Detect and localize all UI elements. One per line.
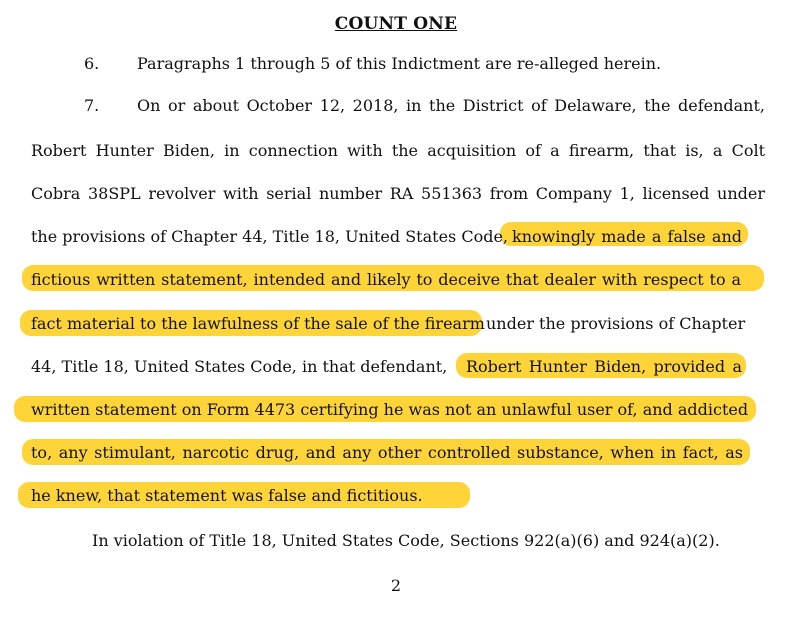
highlighted-text: written statement on Form 4473 certifying he was not an unlawful user of, and addicted (31, 400, 749, 419)
paragraph-7-line: On or about October 12, 2018, in the District of Delaware, the defendant, (137, 96, 765, 115)
paragraph-6-number: 6. (84, 54, 100, 73)
highlighted-text: fact material to the lawfulness of the sale of the firearm (31, 314, 485, 333)
paragraph-7-line: under the provisions of Chapter (486, 314, 746, 333)
paragraph-7-line: Cobra 38SPL revolver with serial number RA 551363 from Company 1, licensed under (31, 184, 765, 203)
highlighted-text: he knew, that statement was false and fictitious. (31, 486, 423, 505)
highlighted-text: Robert Hunter Biden, provided a (466, 357, 742, 376)
page-number: 2 (390, 576, 402, 595)
paragraph-7-line: Robert Hunter Biden, in connection with the acquisition of a firearm, that is, a Colt (31, 141, 765, 160)
paragraph-7-number: 7. (84, 96, 100, 115)
violation-statement: In violation of Title 18, United States Code, Sections 922(a)(6) and 924(a)(2). (92, 531, 720, 550)
highlighted-text: to, any stimulant, narcotic drug, and any other controlled substance, when in fact, as (31, 443, 743, 462)
count-heading: COUNT ONE (334, 14, 458, 34)
paragraph-6-text: Paragraphs 1 through 5 of this Indictment are re-alleged herein. (137, 54, 662, 73)
highlighted-text: knowingly made a false and (512, 227, 742, 246)
paragraph-7-line: 44, Title 18, United States Code, in that defendant, (31, 357, 448, 376)
paragraph-7-line: the provisions of Chapter 44, Title 18, United States Code, (31, 227, 509, 246)
highlighted-text: fictious written statement, intended and likely to deceive that dealer with respect to a (31, 270, 741, 289)
